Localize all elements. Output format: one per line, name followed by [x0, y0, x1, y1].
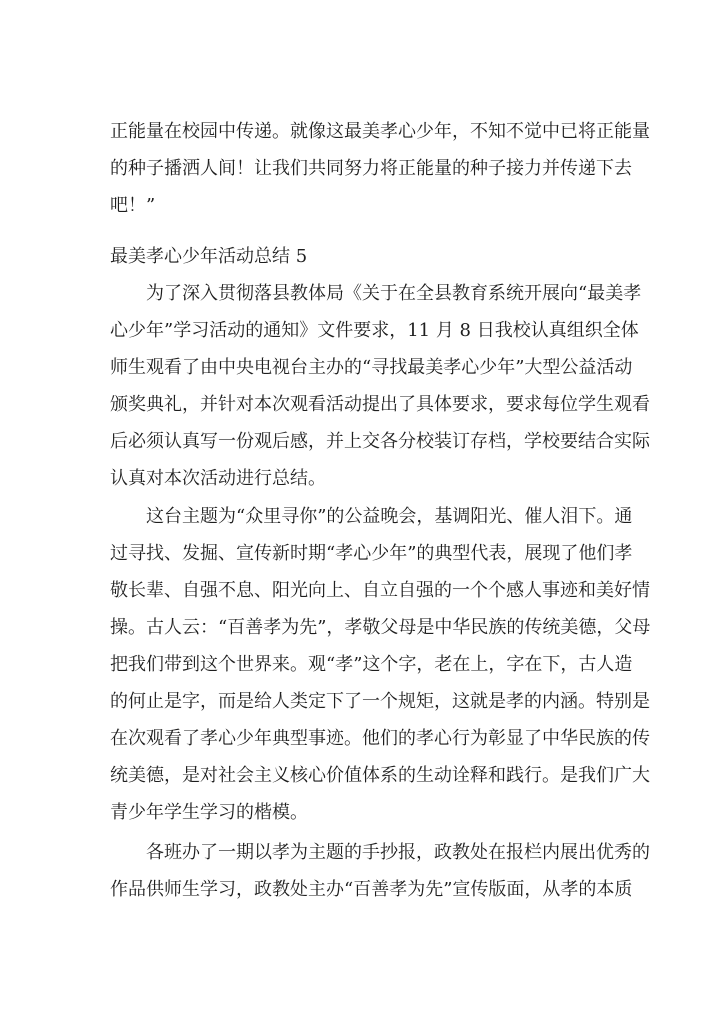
- text-line: 在次观看了孝心少年典型事迹。他们的孝心行为彰显了中华民族的传: [110, 728, 650, 749]
- section-title: 最美孝心少年活动总结 5: [110, 246, 308, 267]
- text-line: 统美德，是对社会主义核心价值体系的生动诠释和践行。是我们广大: [110, 765, 650, 786]
- text-line: 颁奖典礼，并针对本次观看活动提出了具体要求，要求每位学生观看: [110, 394, 650, 415]
- text-line: 认真对本次活动进行总结。: [110, 468, 326, 489]
- text-line: 操。古人云：“百善孝为先”，孝敬父母是中华民族的传统美德，父母: [110, 617, 651, 638]
- text-line: 的何止是字，而是给人类定下了一个规矩，这就是孝的内涵。特别是: [110, 691, 650, 712]
- text-line: 过寻找、发掘、宣传新时期“孝心少年”的典型代表，展现了他们孝: [110, 543, 633, 564]
- text-line: 这台主题为“众里寻你”的公益晚会，基调阳光、催人泪下。通: [146, 506, 633, 527]
- paragraph-3: [110, 834, 650, 908]
- text-line: 心少年”学习活动的通知》文件要求，11 月 8 日我校认真组织全体: [110, 320, 639, 341]
- text-line: 后必须认真写一份观后感，并上交各分校装订存档，学校要结合实际: [110, 431, 650, 452]
- text-line: 的种子播洒人间！让我们共同努力将正能量的种子接力并传递下去: [110, 158, 632, 179]
- text-line: 各班办了一期以孝为主题的手抄报，政教处在报栏内展出优秀的: [146, 842, 650, 863]
- text-line: 青少年学生学习的楷模。: [110, 802, 308, 823]
- paragraph-1: [110, 275, 650, 497]
- text-line: 作品供师生学习，政教处主办“百善孝为先”宣传版面，从孝的本质: [110, 879, 633, 900]
- text-line: 吧！”: [110, 195, 156, 216]
- paragraph-2: [110, 498, 651, 831]
- continued-paragraph: [110, 113, 650, 224]
- text-line: 敬长辈、自强不息、阳光向上、自立自强的一个个感人事迹和美好情: [110, 580, 650, 601]
- text-line: 把我们带到这个世界来。观“孝”这个字，老在上，字在下，古人造: [110, 654, 633, 675]
- text-line: 正能量在校园中传递。就像这最美孝心少年，不知不觉中已将正能量: [110, 121, 650, 142]
- text-line: 师生观看了由中央电视台主办的“寻找最美孝心少年”大型公益活动: [110, 357, 633, 378]
- text-line: 为了深入贯彻落县教体局《关于在全县教育系统开展向“最美孝: [146, 283, 642, 304]
- document-page: [110, 113, 651, 908]
